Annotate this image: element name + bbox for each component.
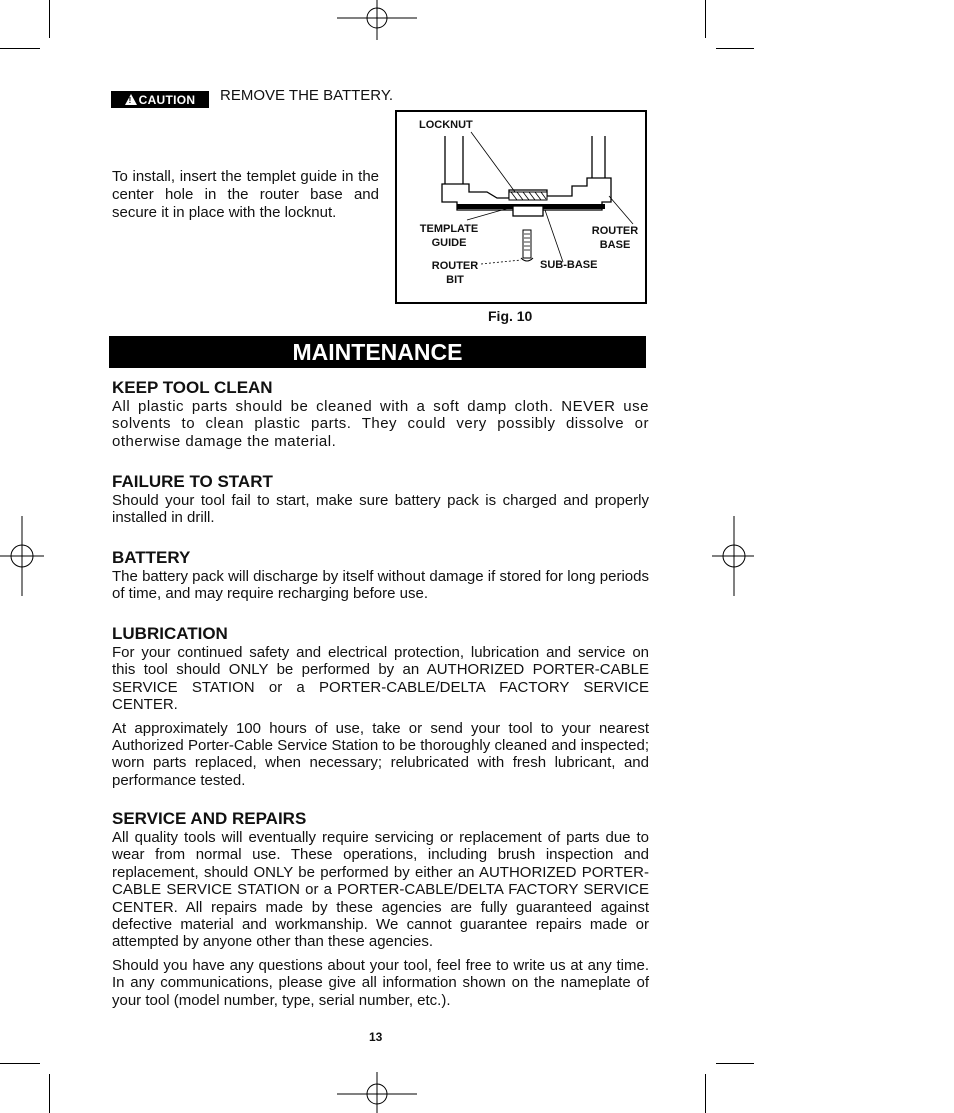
label-template-guide: TEMPLATE GUIDE (419, 223, 479, 249)
warning-triangle-icon: ! (125, 94, 137, 105)
registration-mark-left (0, 516, 44, 596)
section-heading: KEEP TOOL CLEAN (112, 378, 273, 397)
section-paragraph: All quality tools will eventually require servicing or replacement of parts due to wear from normal use. These operations, including brush inspection and replacement, should ONLY be performed by either an AUTHORIZED PORTER-CABLE SERVICE STATION or a PORTER-CABLE/DELTA FACTORY SERVICE CENTER. All repairs made by these agencies are fully guaranteed against defective material and workmanship. We cannot guarantee repairs made or attempted by anyone other than these agencies. (112, 829, 649, 951)
section-paragraph: Should you have any questions about your tool, feel free to write us at any time. In any communications, please give all information shown on the nameplate of your tool (model number, type, serial number, etc.). (112, 956, 649, 1009)
crop-mark (0, 48, 40, 49)
crop-mark (0, 1063, 40, 1064)
label-router-base: ROUTER BASE (591, 225, 639, 251)
crop-mark (705, 1074, 706, 1113)
section-paragraph: For your continued safety and electrical protection, lubrication and service on this tool should ONLY be performed by an AUTHORIZED PORTER-CABLE SERVICE STATION or a PORTER-CABLE/DELTA FACTORY SERVICE CENTER. (112, 644, 649, 714)
section-paragraph: At approximately 100 hours of use, take or send your tool to your nearest Authorized Porter-Cable Service Station to be thoroughly cleaned and inspected; worn parts replaced, when necessary; relubricated with fresh lubricant, and performance tested. (112, 719, 649, 789)
label-router-bit: ROUTER BIT (431, 260, 479, 286)
figure-10 (395, 110, 647, 304)
crop-mark (49, 0, 50, 38)
section-failure-to-start (112, 472, 649, 527)
caution-text: REMOVE THE BATTERY. (220, 87, 394, 104)
figure-caption: Fig. 10 (488, 308, 533, 324)
section-heading: SERVICE AND REPAIRS (112, 809, 307, 828)
section-paragraph: All plastic parts should be cleaned with a soft damp cloth. NEVER use solvents to clean plastic parts. They could very possibly dissolve or otherwise damage the material. (112, 398, 649, 450)
section-service-and-repairs (112, 809, 649, 1009)
caution-row (111, 86, 651, 108)
maintenance-banner: MAINTENANCE (109, 336, 646, 368)
page-number: 13 (369, 1030, 383, 1044)
section-heading: BATTERY (112, 548, 191, 567)
install-instructions: To install, insert the templet guide in the center hole in the router base and secure it in place with the locknut. (112, 168, 379, 221)
registration-mark-bottom (337, 1072, 417, 1113)
crop-mark (716, 48, 754, 49)
section-heading: FAILURE TO START (112, 472, 273, 491)
section-paragraph: Should your tool fail to start, make sure battery pack is charged and properly installed in drill. (112, 492, 649, 527)
registration-mark-top (337, 0, 417, 42)
section-paragraph: The battery pack will discharge by itself without damage if stored for long periods of time, and may require recharging before use. (112, 568, 649, 603)
crop-mark (716, 1063, 754, 1064)
registration-mark-right (712, 516, 754, 596)
label-sub-base: SUB-BASE (540, 259, 598, 271)
section-battery (112, 548, 649, 603)
crop-mark (705, 0, 706, 38)
label-locknut: LOCKNUT (419, 119, 473, 131)
caution-badge (111, 91, 209, 108)
section-lubrication (112, 624, 649, 789)
section-keep-tool-clean (112, 378, 649, 450)
section-heading: LUBRICATION (112, 624, 228, 643)
crop-mark (49, 1074, 50, 1113)
caution-label: CAUTION (138, 92, 196, 107)
